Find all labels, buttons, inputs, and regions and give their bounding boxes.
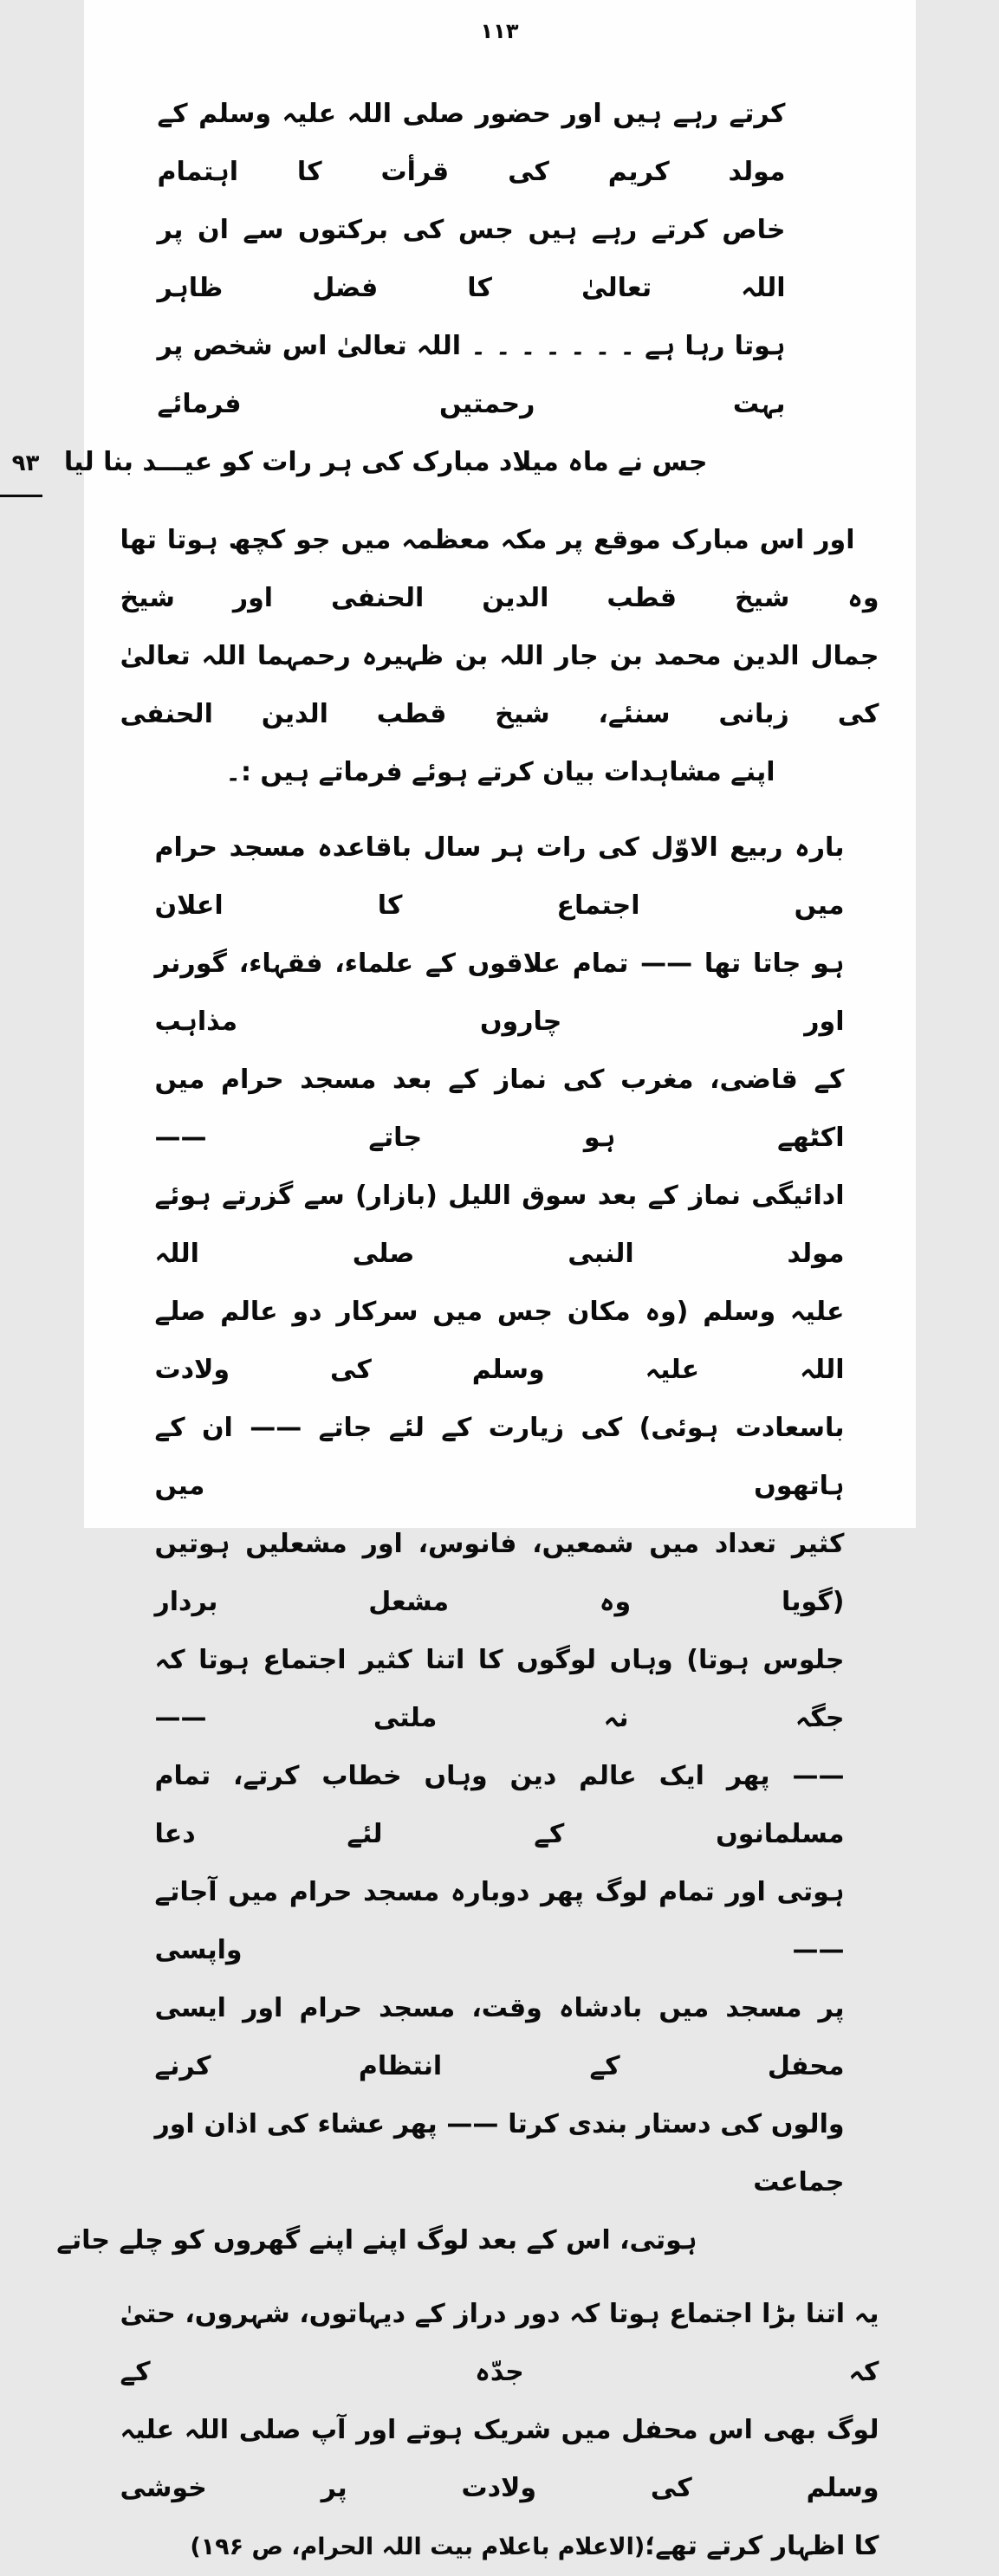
text-line: باسعادت ہوئی) کی زیارت کے لئے جاتے —— ان کے ہاتھوں میں [154,1413,845,1501]
text-line: اپنے مشاہدات بیان کرتے ہوئے فرماتے ہیں :۔ [225,757,775,787]
text-line: علیہ وسلم (وہ مکان جس میں سرکار دو عالم صلے اللہ علیہ وسلم کی ولادت [154,1297,845,1385]
text-line [11,433,708,497]
scanned-book-page [11,0,916,2561]
narration-paragraph [120,511,879,801]
text-line: جمال الدین محمد بن جار اللہ بن ظہیرہ رحمہما اللہ تعالیٰ کی زبانی سنئے، شیخ قطب الدین الحنفی [120,641,879,729]
text-line: کثیر تعداد میں شمعیں، فانوس، اور مشعلیں ہوتیں (گویا وہ مشعل بردار [154,1529,845,1617]
text-line: —— پھر ایک عالم دین وہاں خطاب کرتے، تمام مسلمانوں کے لئے دعا [154,1761,845,1849]
text-line: بارہ ربیع الاوّل کی رات ہر سال باقاعدہ مسجد حرام میں اجتماع کا اعلان [154,832,845,921]
text-line: والوں کی دستار بندی کرتا —— پھر عشاء کی اذان اور جماعت [154,2109,845,2197]
page-number: ۱۱۳ [480,19,519,43]
text-line: کرتے رہے ہیں اور حضور صلی اللہ علیہ وسلم کے مولد کریم کی قرأت کا اہتمام [157,99,786,187]
closing-tail-text: کا اظہار کرتے تھے؛ [645,2531,879,2561]
closing-paragraph [120,2285,879,2517]
citation: (الاعلام باعلام بیت اللہ الحرام، ص ۱۹۶) [190,2534,645,2560]
reference-row [120,2517,879,2576]
text-line: کے قاضی، مغرب کی نماز کے بعد مسجد حرام میں اکٹھے ہو جاتے —— [154,1065,845,1153]
text-line: ہو جاتا تھا —— تمام علاقوں کے علماء، فقہاء، گورنر اور چاروں مذاہب [154,948,845,1037]
opening-quote-paragraph [11,85,786,497]
text-segment: جس نے ماہ میلاد مبارک کی ہر رات کو عیـــد بنا لیا [63,447,708,477]
text-line: خاص کرتے رہے ہیں جس کی برکتوں سے ان پر اللہ تعالیٰ کا فضل ظاہر [157,215,786,303]
text-line: یہ اتنا بڑا اجتماع ہوتا کہ دور دراز کے دیہاتوں، شہروں، حتیٰ کہ جدّہ کے [120,2299,879,2387]
text-line: اور اس مبارک موقع پر مکہ معظمہ میں جو کچھ ہوتا تھا وہ شیخ قطب الدین الحنفی اور شیخ [120,525,879,613]
text-line: ہوتی اور تمام لوگ پھر دوبارہ مسجد حرام میں آجاتے —— واپسی [154,1877,845,1965]
block-quote [56,819,845,2269]
text-line: لوگ بھی اس محفل میں شریک ہوتے اور آپ صلی اللہ علیہ وسلم کی ولادت پر خوشی [120,2415,879,2503]
text-line: ہوتی، اس کے بعد لوگ اپنے اپنے گھروں کو چلے جاتے [56,2225,697,2256]
text-line: جلوس ہوتا) وہاں لوگوں کا اتنا کثیر اجتماع ہوتا کہ جگہ نہ ملتی —— [154,1645,845,1733]
footnote-marker: ۹۳ [0,435,42,497]
text-line: ادائیگی نماز کے بعد سوق اللیل (بازار) سے گزرتے ہوئے مولد النبی صلی اللہ [154,1181,845,1269]
text-line: ہوتا رہا ہے ۔ ۔ ۔ ۔ ۔ ۔ ۔ اللہ تعالیٰ اس شخص پر بہت رحمتیں فرمائے [157,331,786,419]
text-line: پر مسجد میں بادشاہ وقت، مسجد حرام اور ایسی محفل کے انتظام کرنے [154,1993,845,2081]
